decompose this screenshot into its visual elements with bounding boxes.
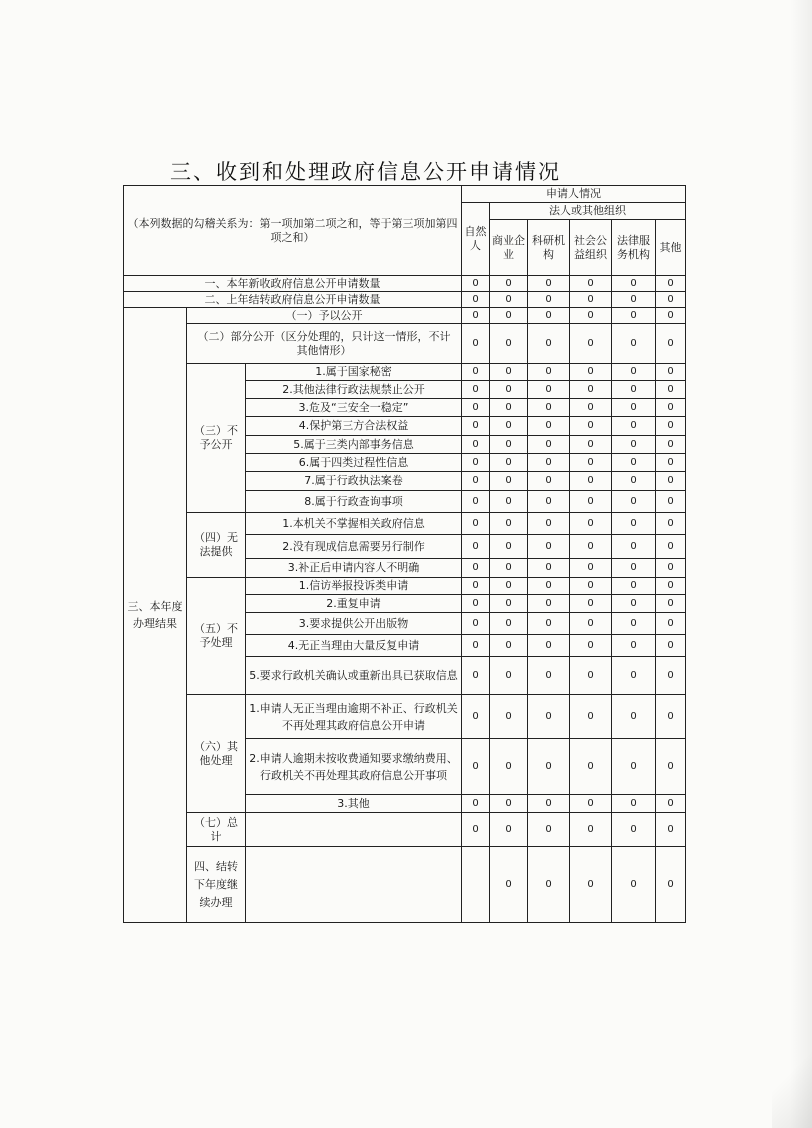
cell-value: 0: [528, 695, 570, 739]
cell-value: 0: [612, 491, 656, 513]
table-row: [124, 847, 686, 923]
cell-value: 0: [656, 324, 686, 364]
cell-value: 0: [462, 399, 490, 417]
table-row: [124, 292, 686, 308]
cell-value: 0: [490, 399, 528, 417]
cell-value: 0: [528, 472, 570, 491]
cell-value: 0: [528, 513, 570, 535]
header-public-welfare: 社会公益组织: [570, 220, 612, 276]
cell-value: 0: [570, 795, 612, 813]
cell-value: 0: [612, 535, 656, 559]
header-other: 其他: [656, 220, 686, 276]
cell-value: 0: [612, 578, 656, 595]
cell-value: 0: [490, 292, 528, 308]
cell-value: 0: [490, 695, 528, 739]
cell-value: 0: [570, 613, 612, 635]
table-row: [124, 276, 686, 292]
row-label: 1.信访举报投诉类申请: [246, 578, 462, 595]
cell-value: 0: [612, 364, 656, 381]
cell-value: 0: [656, 578, 686, 595]
row-label: 1.申请人无正当理由逾期不补正、行政机关不再处理其政府信息公开申请: [246, 695, 462, 739]
table-row: [124, 513, 686, 535]
cell-value: 0: [462, 324, 490, 364]
table-row: [124, 578, 686, 595]
cell-value: 0: [528, 491, 570, 513]
cell-value: 0: [612, 695, 656, 739]
cell-value: 0: [462, 695, 490, 739]
cell-value: 0: [462, 739, 490, 795]
cell-value: 0: [656, 559, 686, 578]
cell-value: 0: [490, 739, 528, 795]
cell-value: 0: [490, 454, 528, 472]
cell-value: 0: [570, 847, 612, 923]
cell-value: 0: [570, 417, 612, 436]
cell-value: 0: [656, 364, 686, 381]
cell-value: 0: [612, 635, 656, 657]
cell-value: 0: [490, 595, 528, 613]
cell-value: 0: [612, 739, 656, 795]
table-row: [124, 813, 686, 847]
cell-value: 0: [528, 381, 570, 399]
cell-value: 0: [490, 795, 528, 813]
cell-value: 0: [570, 595, 612, 613]
table-row: [124, 324, 686, 364]
cell-value: 0: [462, 381, 490, 399]
empty-cell: [246, 813, 462, 847]
cell-value: 0: [462, 491, 490, 513]
cell-value: 0: [656, 795, 686, 813]
row-label: 3.补正后申请内容人不明确: [246, 559, 462, 578]
cell-value: 0: [656, 695, 686, 739]
row-label: 5.属于三类内部事务信息: [246, 436, 462, 454]
cell-value: 0: [462, 595, 490, 613]
cell-value: 0: [612, 847, 656, 923]
cell-value: 0: [656, 472, 686, 491]
cell-value: 0: [528, 595, 570, 613]
cell-value: 0: [462, 813, 490, 847]
row-label: 4.无正当理由大量反复申请: [246, 635, 462, 657]
cell-value: 0: [612, 324, 656, 364]
cell-value: 0: [490, 324, 528, 364]
row-label: 3.要求提供公开出版物: [246, 613, 462, 635]
cell-value: 0: [570, 813, 612, 847]
cell-value: 0: [570, 381, 612, 399]
cell-value: 0: [656, 436, 686, 454]
cell-value: 0: [528, 364, 570, 381]
group-5-label: （五）不予处理: [187, 578, 246, 695]
cell-value: 0: [462, 559, 490, 578]
cell-value: 0: [612, 795, 656, 813]
cell-value: 0: [528, 578, 570, 595]
cell-value: 0: [656, 657, 686, 695]
cell-value: 0: [612, 399, 656, 417]
cell-value: 0: [570, 535, 612, 559]
cell-value: 0: [462, 513, 490, 535]
cell-value: 0: [462, 417, 490, 436]
cell-value: 0: [462, 364, 490, 381]
cell-value: 0: [490, 513, 528, 535]
cell-value: 0: [656, 595, 686, 613]
cell-value: 0: [490, 364, 528, 381]
cell-value: 0: [490, 847, 528, 923]
cell-value: 0: [656, 813, 686, 847]
cell-value: 0: [462, 454, 490, 472]
row-label: 2.没有现成信息需要另行制作: [246, 535, 462, 559]
cell-value: 0: [612, 657, 656, 695]
total-label: （七）总计: [187, 813, 246, 847]
empty-cell: [462, 847, 490, 923]
row-label: 6.属于四类过程性信息: [246, 454, 462, 472]
cell-value: 0: [570, 308, 612, 324]
cell-value: 0: [570, 454, 612, 472]
cell-value: 0: [656, 491, 686, 513]
cell-value: 0: [490, 417, 528, 436]
cell-value: 0: [490, 381, 528, 399]
cell-value: 0: [570, 292, 612, 308]
cell-value: 0: [656, 308, 686, 324]
cell-value: 0: [612, 613, 656, 635]
row-label: （二）部分公开（区分处理的，只计这一情形，不计其他情形）: [187, 324, 462, 364]
cell-value: 0: [528, 399, 570, 417]
table-row: [124, 308, 686, 324]
cell-value: 0: [612, 595, 656, 613]
header-natural-person: 自然人: [462, 203, 490, 276]
cell-value: 0: [490, 559, 528, 578]
section-3-label: 三、本年度办理结果: [124, 308, 187, 923]
cell-value: 0: [490, 613, 528, 635]
cell-value: 0: [570, 513, 612, 535]
cell-value: 0: [528, 635, 570, 657]
cell-value: 0: [462, 535, 490, 559]
cell-value: 0: [656, 399, 686, 417]
row-label: 一、本年新收政府信息公开申请数量: [124, 276, 462, 292]
cell-value: 0: [462, 276, 490, 292]
row-label: （一）予以公开: [187, 308, 462, 324]
cell-value: 0: [656, 613, 686, 635]
header-research: 科研机构: [528, 220, 570, 276]
cell-value: 0: [656, 513, 686, 535]
cell-value: 0: [528, 324, 570, 364]
row-label: 2.其他法律行政法规禁止公开: [246, 381, 462, 399]
cell-value: 0: [570, 276, 612, 292]
cell-value: 0: [570, 559, 612, 578]
cell-value: 0: [656, 292, 686, 308]
cell-value: 0: [528, 454, 570, 472]
row-label: 7.属于行政执法案卷: [246, 472, 462, 491]
table-row: [124, 364, 686, 381]
cell-value: 0: [528, 657, 570, 695]
cell-value: 0: [570, 324, 612, 364]
cell-value: 0: [528, 739, 570, 795]
cell-value: 0: [570, 472, 612, 491]
cell-value: 0: [656, 635, 686, 657]
cell-value: 0: [462, 657, 490, 695]
cell-value: 0: [528, 308, 570, 324]
cell-value: 0: [528, 795, 570, 813]
cell-value: 0: [612, 436, 656, 454]
cell-value: 0: [570, 635, 612, 657]
cell-value: 0: [490, 436, 528, 454]
header-commercial: 商业企业: [490, 220, 528, 276]
cell-value: 0: [656, 847, 686, 923]
cell-value: 0: [528, 559, 570, 578]
cell-value: 0: [462, 436, 490, 454]
cell-value: 0: [570, 399, 612, 417]
cell-value: 0: [570, 657, 612, 695]
cell-value: 0: [656, 454, 686, 472]
row-label: 二、上年结转政府信息公开申请数量: [124, 292, 462, 308]
cell-value: 0: [570, 739, 612, 795]
scan-shadow-corner: [772, 1038, 812, 1128]
group-4-label: （四）无法提供: [187, 513, 246, 578]
cell-value: 0: [490, 813, 528, 847]
row-label: 1.本机关不掌握相关政府信息: [246, 513, 462, 535]
cell-value: 0: [612, 559, 656, 578]
cell-value: 0: [656, 381, 686, 399]
scan-shadow-edge: [790, 0, 812, 1128]
cell-value: 0: [490, 635, 528, 657]
cell-value: 0: [570, 578, 612, 595]
cell-value: 0: [462, 613, 490, 635]
cell-value: 0: [490, 491, 528, 513]
header-note: （本列数据的勾稽关系为：第一项加第二项之和，等于第三项加第四项之和）: [124, 186, 462, 276]
row-label: 2.申请人逾期未按收费通知要求缴纳费用、行政机关不再处理其政府信息公开事项: [246, 739, 462, 795]
cell-value: 0: [490, 535, 528, 559]
cell-value: 0: [462, 795, 490, 813]
cell-value: 0: [612, 454, 656, 472]
row-label: 3.危及“三安全一稳定”: [246, 399, 462, 417]
page-title: 三、收到和处理政府信息公开申请情况: [170, 160, 561, 184]
cell-value: 0: [612, 292, 656, 308]
cell-value: 0: [490, 308, 528, 324]
cell-value: 0: [528, 292, 570, 308]
cell-value: 0: [490, 276, 528, 292]
cell-value: 0: [528, 813, 570, 847]
row-label: 5.要求行政机关确认或重新出具已获取信息: [246, 657, 462, 695]
cell-value: 0: [528, 436, 570, 454]
header-applicant: 申请人情况: [462, 186, 686, 203]
cell-value: 0: [462, 472, 490, 491]
header-legal-group: 法人或其他组织: [490, 203, 686, 220]
cell-value: 0: [462, 308, 490, 324]
cell-value: 0: [570, 491, 612, 513]
cell-value: 0: [612, 381, 656, 399]
cell-value: 0: [490, 472, 528, 491]
cell-value: 0: [656, 276, 686, 292]
cell-value: 0: [462, 635, 490, 657]
row-label: 2.重复申请: [246, 595, 462, 613]
cell-value: 0: [490, 578, 528, 595]
row-label: 4.保护第三方合法权益: [246, 417, 462, 436]
group-3-label: （三）不予公开: [187, 364, 246, 513]
cell-value: 0: [570, 436, 612, 454]
cell-value: 0: [656, 535, 686, 559]
cell-value: 0: [612, 308, 656, 324]
cell-value: 0: [528, 417, 570, 436]
cell-value: 0: [490, 657, 528, 695]
group-6-label: （六）其他处理: [187, 695, 246, 813]
cell-value: 0: [462, 292, 490, 308]
cell-value: 0: [612, 472, 656, 491]
row-label: 1.属于国家秘密: [246, 364, 462, 381]
section-4-label: 四、结转下年度继续办理: [187, 847, 246, 923]
row-label: 3.其他: [246, 795, 462, 813]
cell-value: 0: [528, 535, 570, 559]
cell-value: 0: [656, 417, 686, 436]
row-label: 8.属于行政查询事项: [246, 491, 462, 513]
empty-cell: [246, 847, 462, 923]
cell-value: 0: [528, 276, 570, 292]
table-row: [124, 695, 686, 739]
cell-value: 0: [612, 813, 656, 847]
cell-value: 0: [528, 847, 570, 923]
cell-value: 0: [612, 417, 656, 436]
info-disclosure-table: [123, 185, 686, 923]
cell-value: 0: [656, 739, 686, 795]
cell-value: 0: [612, 513, 656, 535]
cell-value: 0: [528, 613, 570, 635]
header-legal-service: 法律服务机构: [612, 220, 656, 276]
cell-value: 0: [570, 364, 612, 381]
cell-value: 0: [612, 276, 656, 292]
cell-value: 0: [462, 578, 490, 595]
cell-value: 0: [570, 695, 612, 739]
